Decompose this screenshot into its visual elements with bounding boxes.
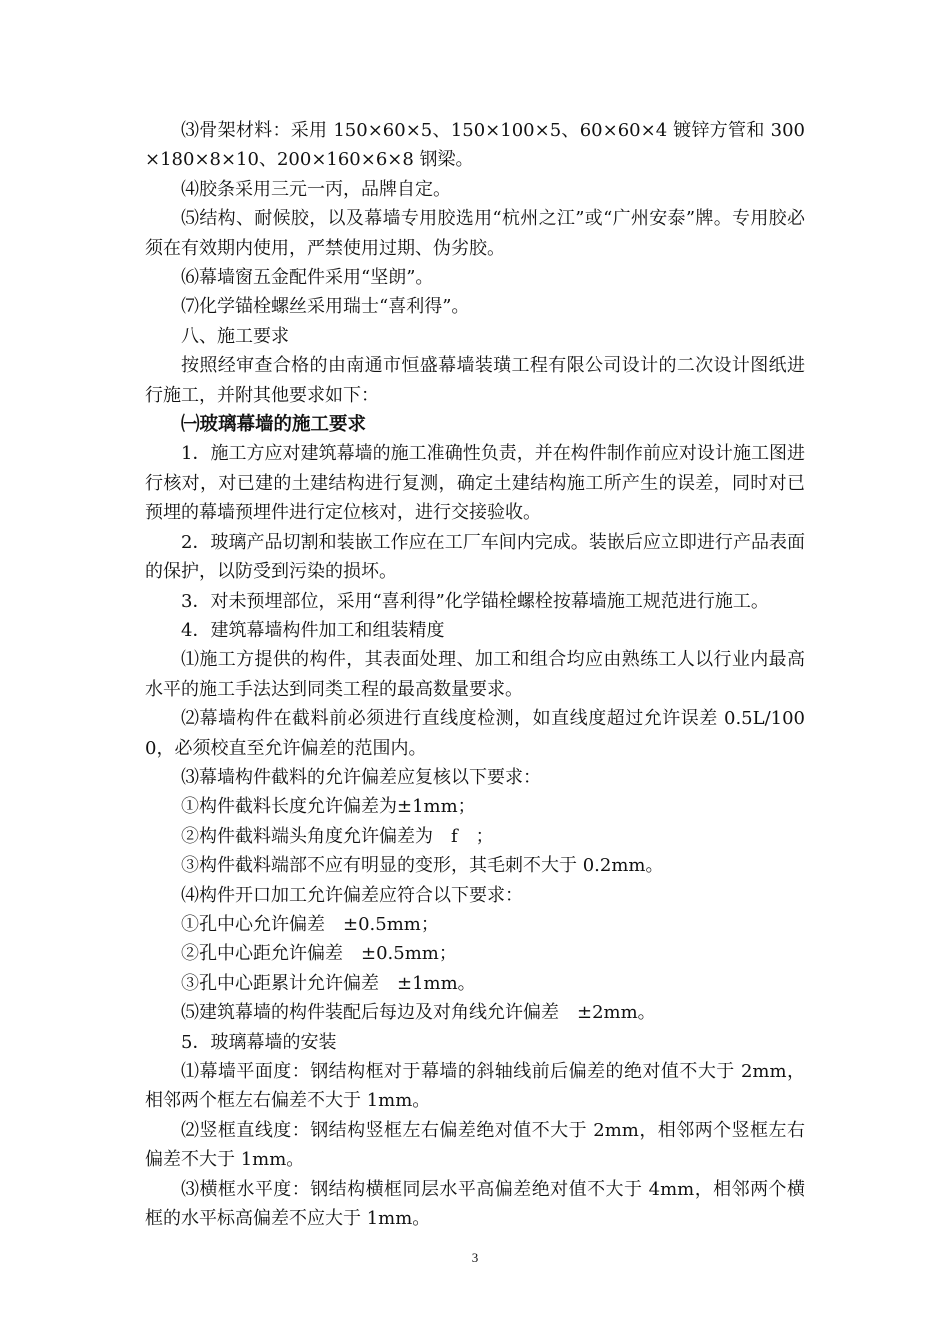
paragraph: ⑵竖框直线度：钢结构竖框左右偏差绝对值不大于 2mm，相邻两个竖框左右偏差不大于 1mm。	[145, 1119, 805, 1171]
page-number: 3	[471, 1250, 479, 1265]
section-heading: ㈠玻璃幕墙的施工要求	[181, 414, 367, 436]
paragraph: ⑷构件开口加工允许偏差应符合以下要求：	[181, 884, 523, 906]
body-text	[145, 116, 805, 1233]
paragraph: ⑶横框水平度：钢结构横框同层水平高偏差绝对值不大于 4mm，相邻两个横框的水平标高偏差不应大于 1mm。	[145, 1178, 805, 1230]
paragraph: 3．对未预埋部位，采用“喜利得”化学锚栓螺栓按幕墙施工规范进行施工。	[181, 590, 769, 612]
paragraph: 1．施工方应对建筑幕墙的施工准确性负责，并在构件制作前应对设计施工图进行核对，对已建的土建结构进行复测，确定土建结构施工所产生的误差，同时对已预埋的幕墙预埋件进行定位核对，进行交接验收。	[145, 443, 805, 524]
paragraph: ⑸结构、耐候胶，以及幕墙专用胶选用“杭州之江”或“广州安泰”牌。专用胶必须在有效期内使用，严禁使用过期、伪劣胶。	[145, 208, 805, 259]
paragraph: ⑶幕墙构件截料的允许偏差应复核以下要求：	[181, 766, 541, 788]
paragraph: ⑺化学锚栓螺丝采用瑞士“喜利得”。	[181, 296, 470, 318]
paragraph: 2．玻璃产品切割和装嵌工作应在工厂车间内完成。装嵌后应立即进行产品表面的保护，以防受到污染的损坏。	[145, 531, 805, 583]
paragraph: ①构件截料长度允许偏差为±1mm；	[181, 796, 476, 818]
paragraph: 5．玻璃幕墙的安装	[181, 1031, 337, 1053]
paragraph: 按照经审查合格的由南通市恒盛幕墙装璜工程有限公司设计的二次设计图纸进行施工，并附其他要求如下：	[145, 355, 805, 406]
paragraph: ③构件截料端部不应有明显的变形，其毛刺不大于 0.2mm。	[181, 855, 664, 877]
paragraph: ⑵幕墙构件在截料前必须进行直线度检测，如直线度超过允许误差 0.5L/1000，必须校直至允许偏差的范围内。	[145, 708, 805, 759]
paragraph: ③孔中心距累计允许偏差 ±1mm。	[181, 972, 476, 994]
paragraph: ⑹幕墙窗五金配件采用“坚朗”。	[181, 267, 434, 289]
paragraph: ⑶骨架材料：采用 150×60×5、150×100×5、60×60×4 镀锌方管和 300×180×8×10、200×160×6×8 钢梁。	[145, 120, 805, 171]
paragraph: ⑴幕墙平面度：钢结构框对于幕墙的斜轴线前后偏差的绝对值不大于 2mm，相邻两个框左右偏差不大于 1mm。	[145, 1061, 805, 1112]
paragraph: ⑷胶条采用三元一丙，品牌自定。	[181, 178, 451, 200]
paragraph: ①孔中心允许偏差 ±0.5mm；	[181, 913, 439, 935]
paragraph: ⑸建筑幕墙的构件装配后每边及对角线允许偏差 ±2mm。	[181, 1002, 656, 1024]
paragraph: ②构件截料端头角度允许偏差为 f ；	[181, 825, 494, 847]
paragraph: 4．建筑幕墙构件加工和组装精度	[181, 619, 445, 641]
paragraph: ⑴施工方提供的构件，其表面处理、加工和组合均应由熟练工人以行业内最高水平的施工手法达到同类工程的最高数量要求。	[145, 649, 805, 700]
paragraph: 八、施工要求	[181, 325, 289, 347]
paragraph: ②孔中心距允许偏差 ±0.5mm；	[181, 943, 457, 965]
